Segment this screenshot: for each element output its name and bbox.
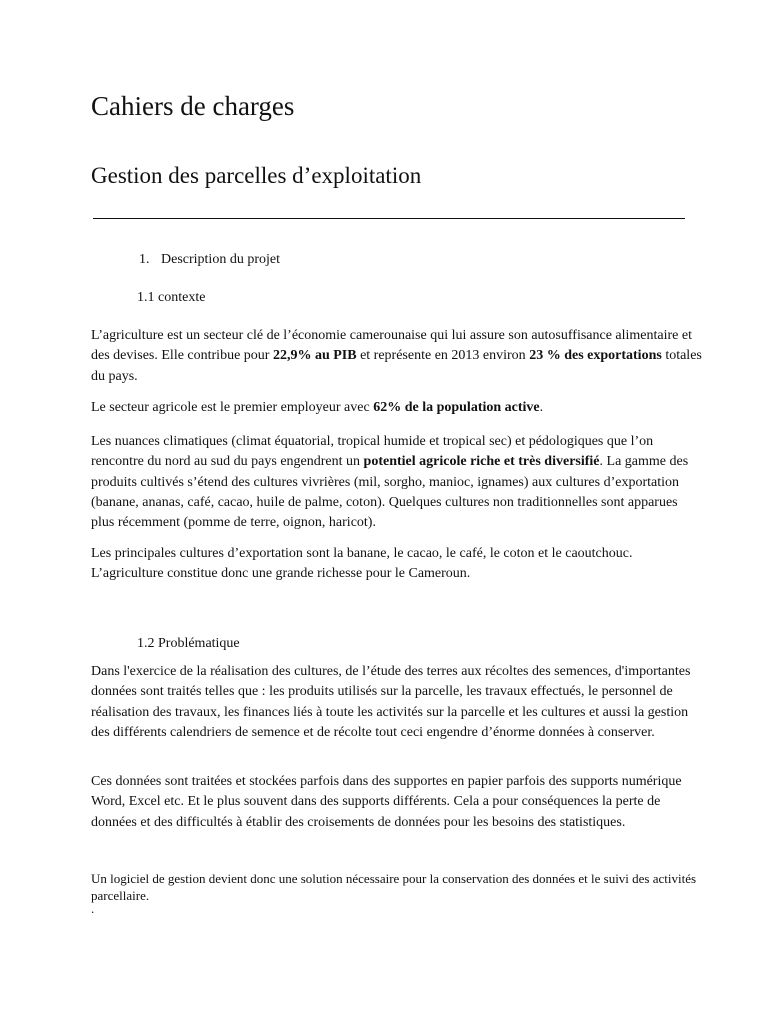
section-1-2-heading: 1.2 Problématique — [137, 636, 240, 651]
section-1-heading — [139, 250, 280, 270]
problem-paragraph-3: Un logiciel de gestion devient donc une solution nécessaire pour la conservation des données et le suivi des activités parcellaire. — [91, 871, 697, 903]
section-1-title: Description du projet — [161, 252, 280, 267]
context-paragraph-3: Les nuances climatiques (climat équatorial, tropical humide et tropical sec) et pédologiques que l’on rencontre du nord au sud du pays engendrent un potentiel agricole riche et très diversifié. La gamme des produits cultivés s’étend des cultures vivrières (mil, sorgho, manioc, ignames) aux cultures d’exportation (banane, ananas, café, cacao, huile de palme, coton). Quelques cultures non traditionnelles sont apparues plus récemment (pomme de terre, oignon, haricot). — [91, 434, 689, 531]
section-1-number: 1. — [139, 252, 150, 267]
context-paragraph-4: Les principales cultures d’exportation sont la banane, le cacao, le café, le coton et le caoutchouc. L’agriculture constitue donc une grande richesse pour le Cameroun. — [91, 546, 633, 582]
problem-paragraph-1: Dans l'exercice de la réalisation des cultures, de l’étude des terres aux récoltes des semences, d'importantes données sont traités telles que : les produits utilisés sur la parcelle, les travaux effectués, le personnel de réalisation des travaux, les finances liés à toute les activités sur la parcelle et les cultures et aussi la gestion des différents calendriers de semence et de récolte tout ceci engendre d’énorme données à conserver. — [91, 664, 691, 740]
section-1-1-heading: 1.1 contexte — [137, 290, 206, 305]
document-title: Cahiers de charges — [91, 91, 295, 121]
problem-paragraph-2: Ces données sont traitées et stockées parfois dans des supportes en papier parfois des supports numérique Word, Excel etc. Et le plus souvent dans des supports différents. Cela a pour conséquences la perte de données et des difficultés à établir des croisements de données pour les besoins des statistiques. — [91, 774, 682, 830]
context-paragraph-2: Le secteur agricole est le premier employeur avec 62% de la population active. — [91, 400, 544, 415]
context-paragraph-1: L’agriculture est un secteur clé de l’économie camerounaise qui lui assure son autosuffisance alimentaire et des devises. Elle contribue pour 22,9% au PIB et représente en 2013 environ 23 % des exportations totales du pays. — [91, 328, 702, 384]
horizontal-rule — [93, 218, 685, 219]
trailing-dot: . — [91, 901, 95, 916]
document-subtitle: Gestion des parcelles d’exploitation — [91, 163, 422, 188]
